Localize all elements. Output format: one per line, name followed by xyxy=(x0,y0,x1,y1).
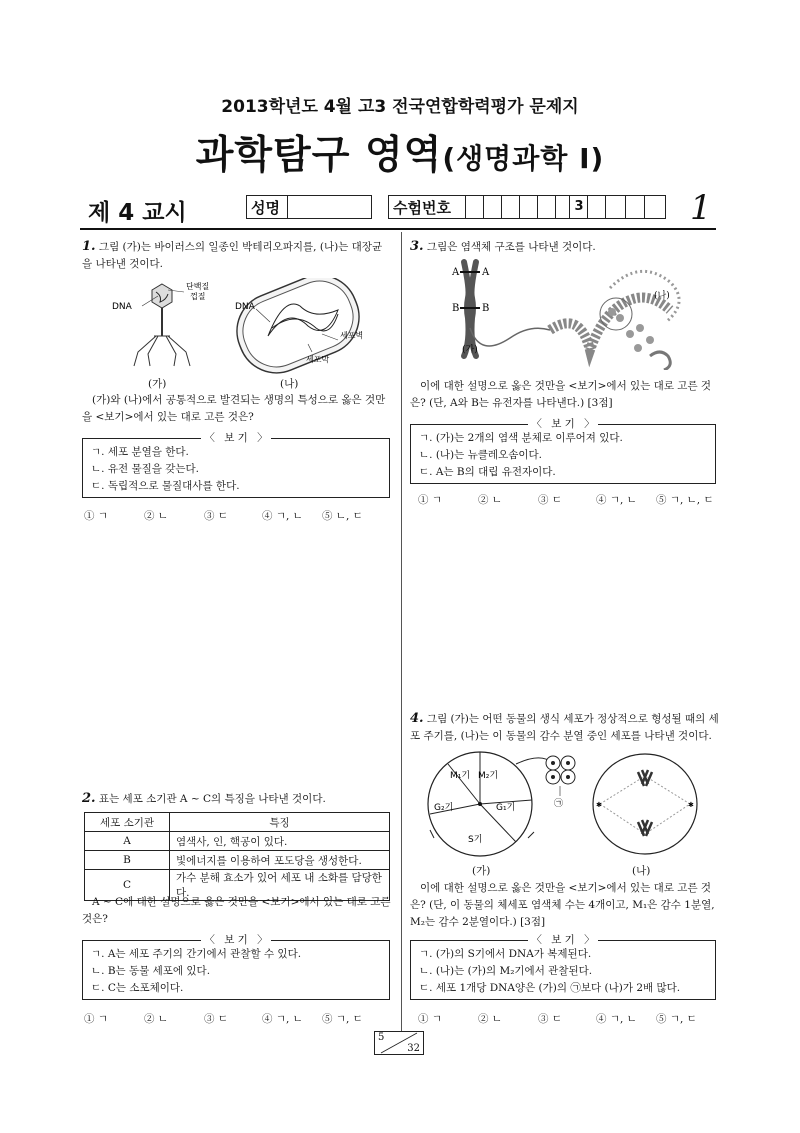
table-cell: A xyxy=(85,832,170,851)
table-cell: C xyxy=(85,870,170,901)
q3-stem xyxy=(410,238,720,256)
bacteriophage-illustration xyxy=(134,284,190,366)
table-cell: 빛에너지를 이용하여 포도당을 생성한다. xyxy=(170,851,390,870)
q4-question: 이에 대한 설명으로 옳은 것만을 <보기>에서 있는 대로 고른 것은? (단, 이 동물의 체세포 염색체 수는 4개이고, M₁은 감수 1분열, M₂는 감수 2분열이다.) [3점] xyxy=(410,882,715,928)
table-row xyxy=(85,851,390,870)
q1-bogi-box: 〈 보 기 〉 ㄱ. 세포 분열을 한다. ㄴ. 유전 물질을 갖는다. ㄷ. 독립적으로 물질대사를 한다. xyxy=(82,438,390,498)
table-row xyxy=(85,832,390,851)
q1-protein-label-2: 껍질 xyxy=(190,292,206,301)
exam-number-label: 수험번호 xyxy=(393,199,451,217)
q2-bogi-box: 〈 보 기 〉 ㄱ. A는 세포 주기의 간기에서 관찰할 수 있다. ㄴ. B는 동물 세포에 있다. ㄷ. C는 소포체이다. xyxy=(82,940,390,1000)
q3-question: 이에 대한 설명으로 옳은 것만을 <보기>에서 있는 대로 고른 것은? (단, A와 B는 유전자를 나타낸다.) [3점] xyxy=(410,380,712,409)
q1-dna-label-b: DNA xyxy=(235,302,255,312)
gene-label-b2: B xyxy=(482,303,490,314)
phase-s-label: S기 xyxy=(468,835,483,845)
q4-bogi-item: ㄱ. (가)의 S기에서 DNA가 복제된다. xyxy=(419,948,592,960)
phase-g2-label: G₂기 xyxy=(434,803,454,813)
q3-choice-5[interactable]: ⑤ ㄱ, ㄴ, ㄷ xyxy=(656,494,714,506)
q2-choice-3[interactable]: ③ ㄷ xyxy=(204,1013,228,1025)
q2-choice-2[interactable]: ② ㄴ xyxy=(144,1013,168,1025)
q2-choices xyxy=(84,1011,382,1026)
q4-bogi-item: ㄴ. (나)는 (가)의 M₂기에서 관찰된다. xyxy=(419,965,593,977)
ecoli-illustration xyxy=(226,278,370,378)
exam-number-cell[interactable] xyxy=(465,196,484,218)
q1-fig-label-b: (나) xyxy=(280,378,299,390)
q4-choice-1[interactable]: ① ㄱ xyxy=(418,1013,442,1025)
exam-number-box xyxy=(388,195,666,219)
page-counter xyxy=(374,1031,424,1055)
exam-number-cell[interactable] xyxy=(587,196,606,218)
q4-stem-text: 그림 (가)는 어떤 동물의 생식 세포가 정상적으로 형성될 때의 세포 주기를, (나)는 이 동물의 감수 분열 중인 세포를 나타낸 것이다. xyxy=(410,713,719,742)
gene-label-a2: A xyxy=(482,267,490,278)
q4-choice-3[interactable]: ③ ㄷ xyxy=(538,1013,562,1025)
header-rule xyxy=(80,228,716,230)
q1-choice-5[interactable]: ⑤ ㄴ, ㄷ xyxy=(322,510,363,522)
q2-bogi-title: 보 기 xyxy=(221,934,251,946)
q4-bogi-title: 보 기 xyxy=(548,934,578,946)
q1-choice-1[interactable]: ① ㄱ xyxy=(84,510,108,522)
q1-choices xyxy=(84,508,382,523)
q2-bogi-item: ㄱ. A는 세포 주기의 간기에서 관찰할 수 있다. xyxy=(91,948,302,960)
q2-number: 2. xyxy=(82,791,96,806)
table-cell: 염색사, 인, 핵공이 있다. xyxy=(170,832,390,851)
q1-fig-label-a: (가) xyxy=(148,378,167,390)
q3-choice-4[interactable]: ④ ㄱ, ㄴ xyxy=(596,494,637,506)
exam-number-cell[interactable] xyxy=(519,196,538,218)
name-field[interactable] xyxy=(287,196,370,218)
q4-fig-label-a: (가) xyxy=(472,865,491,877)
q3-fig-label-a: (가) xyxy=(462,345,478,355)
q3-bogi-item: ㄴ. (나)는 뉴클레오솜이다. xyxy=(419,449,542,461)
q4-figure xyxy=(420,748,720,874)
chromosome-illustration xyxy=(460,262,679,370)
q3-number: 3. xyxy=(410,239,424,254)
q1-cell-wall-label: 세포벽 xyxy=(340,331,364,340)
q1-question: (가)와 (나)에서 공통적으로 발견되는 생명의 특성으로 옳은 것만을 <보기>에서 있는 대로 고른 것은? xyxy=(82,394,386,423)
q3-choice-1[interactable]: ① ㄱ xyxy=(418,494,442,506)
table-header: 세포 소기관 xyxy=(85,813,170,832)
q1-choice-2[interactable]: ② ㄴ xyxy=(144,510,168,522)
exam-supertitle: 2013학년도 4월 고3 전국연합학력평가 문제지 xyxy=(221,97,579,117)
q2-question: A ~ C에 대한 설명으로 옳은 것만을 <보기>에서 있는 대로 고른 것은? xyxy=(82,896,391,925)
q3-choice-3[interactable]: ③ ㄷ xyxy=(538,494,562,506)
name-box xyxy=(246,195,372,219)
q1-protein-label-1: 단백질 xyxy=(186,282,210,291)
q3-fig-label-b: (나) xyxy=(654,291,670,301)
q3-figure xyxy=(440,258,710,370)
exam-number-cell[interactable] xyxy=(625,196,645,218)
q3-choices xyxy=(418,492,726,507)
exam-title xyxy=(0,124,800,180)
q3-bogi-item: ㄷ. A는 B의 대립 유전자이다. xyxy=(419,466,556,478)
phase-m1-label: M₁기 xyxy=(450,771,471,781)
q3-bogi-box: 〈 보 기 〉 ㄱ. (가)는 2개의 염색 분체로 이루어져 있다. ㄴ. (나)는 뉴클레오솜이다. ㄷ. A는 B의 대립 유전자이다. xyxy=(410,424,716,484)
q3-bogi-title: 보 기 xyxy=(548,418,578,430)
gene-label-a1: A xyxy=(452,267,460,278)
q1-cell-membrane-label: 세포막 xyxy=(306,355,330,364)
q2-stem-text: 표는 세포 소기관 A ~ C의 특징을 나타낸 것이다. xyxy=(98,793,326,805)
period-label: 제 4 교시 xyxy=(88,200,187,226)
q1-bogi-item: ㄴ. 유전 물질을 갖는다. xyxy=(91,463,199,475)
q4-choices xyxy=(418,1011,716,1026)
table-header-row xyxy=(85,813,390,832)
q4-bogi-item: ㄷ. 세포 1개당 DNA양은 (가)의 ㉠보다 (나)가 2배 많다. xyxy=(419,982,681,994)
q1-stem-text: 그림 (가)는 바이러스의 일종인 박테리오파지를, (나)는 대장균을 나타낸 것이다. xyxy=(82,241,383,270)
q4-bogi-box: 〈 보 기 〉 ㄱ. (가)의 S기에서 DNA가 복제된다. ㄴ. (나)는 (가)의 M₂기에서 관찰된다. ㄷ. 세포 1개당 DNA양은 (가)의 ㉠보다 (나)가 2배 많다. xyxy=(410,940,716,1000)
q2-choice-1[interactable]: ① ㄱ xyxy=(84,1013,108,1025)
exam-number-fixed-digit: 3 xyxy=(569,196,588,218)
q1-bogi-title: 보 기 xyxy=(221,432,251,444)
gene-label-b1: B xyxy=(452,303,460,314)
q1-choice-4[interactable]: ④ ㄱ, ㄴ xyxy=(262,510,303,522)
exam-number-cell[interactable] xyxy=(555,196,570,218)
q4-stem xyxy=(410,710,722,745)
meiosis-cell-illustration xyxy=(593,754,697,854)
column-divider xyxy=(401,232,402,1032)
four-cells-illustration xyxy=(546,756,575,796)
q1-bogi-item: ㄱ. 세포 분열을 한다. xyxy=(91,446,189,458)
svg-text:✱: ✱ xyxy=(688,801,694,809)
q1-dna-label-a: DNA xyxy=(112,302,132,312)
table-cell: B xyxy=(85,851,170,870)
circle-mark-label: ㉠ xyxy=(554,799,564,809)
exam-number-cell[interactable] xyxy=(605,196,626,218)
q3-bogi-item: ㄱ. (가)는 2개의 염색 분체로 이루어져 있다. xyxy=(419,432,623,444)
q3-choice-2[interactable]: ② ㄴ xyxy=(478,494,502,506)
q1-choice-3[interactable]: ③ ㄷ xyxy=(204,510,228,522)
q2-table xyxy=(84,812,390,901)
title-sub: (생명과학 Ⅰ) xyxy=(442,142,605,175)
q4-choice-5[interactable]: ⑤ ㄱ, ㄷ xyxy=(656,1013,697,1025)
table-cell: 가수 분해 효소가 있어 세포 내 소화를 담당한다. xyxy=(170,870,390,901)
table-header: 특징 xyxy=(170,813,390,832)
q2-stem xyxy=(82,790,392,808)
q4-number: 4. xyxy=(410,711,424,726)
q2-choice-5[interactable]: ⑤ ㄱ, ㄷ xyxy=(322,1013,363,1025)
page-counter-total: 32 xyxy=(407,1043,420,1054)
q2-choice-4[interactable]: ④ ㄱ, ㄴ xyxy=(262,1013,303,1025)
q4-fig-label-b: (나) xyxy=(632,865,651,877)
page-counter-current: 5 xyxy=(378,1032,385,1043)
q2-bogi-item: ㄷ. C는 소포체이다. xyxy=(91,982,184,994)
exam-number-cell[interactable] xyxy=(644,196,664,218)
q1-figure xyxy=(100,278,370,378)
page-number: 1 xyxy=(690,188,712,228)
q1-number: 1. xyxy=(82,239,96,254)
q2-bogi-item: ㄴ. B는 동물 세포에 있다. xyxy=(91,965,211,977)
q4-choice-4[interactable]: ④ ㄱ, ㄴ xyxy=(596,1013,637,1025)
q1-bogi-item: ㄷ. 독립적으로 물질대사를 한다. xyxy=(91,480,240,492)
exam-number-cell[interactable] xyxy=(483,196,502,218)
svg-text:✱: ✱ xyxy=(596,801,602,809)
exam-number-cell[interactable] xyxy=(537,196,556,218)
q3-stem-text: 그림은 염색체 구조를 나타낸 것이다. xyxy=(426,241,596,253)
q1-stem xyxy=(82,238,392,273)
exam-number-cell[interactable] xyxy=(501,196,520,218)
name-label: 성명 xyxy=(251,199,280,217)
phase-m2-label: M₂기 xyxy=(478,771,499,781)
phase-g1-label: G₁기 xyxy=(496,803,516,813)
q4-choice-2[interactable]: ② ㄴ xyxy=(478,1013,502,1025)
title-main: 과학탐구 영역 xyxy=(195,133,443,178)
